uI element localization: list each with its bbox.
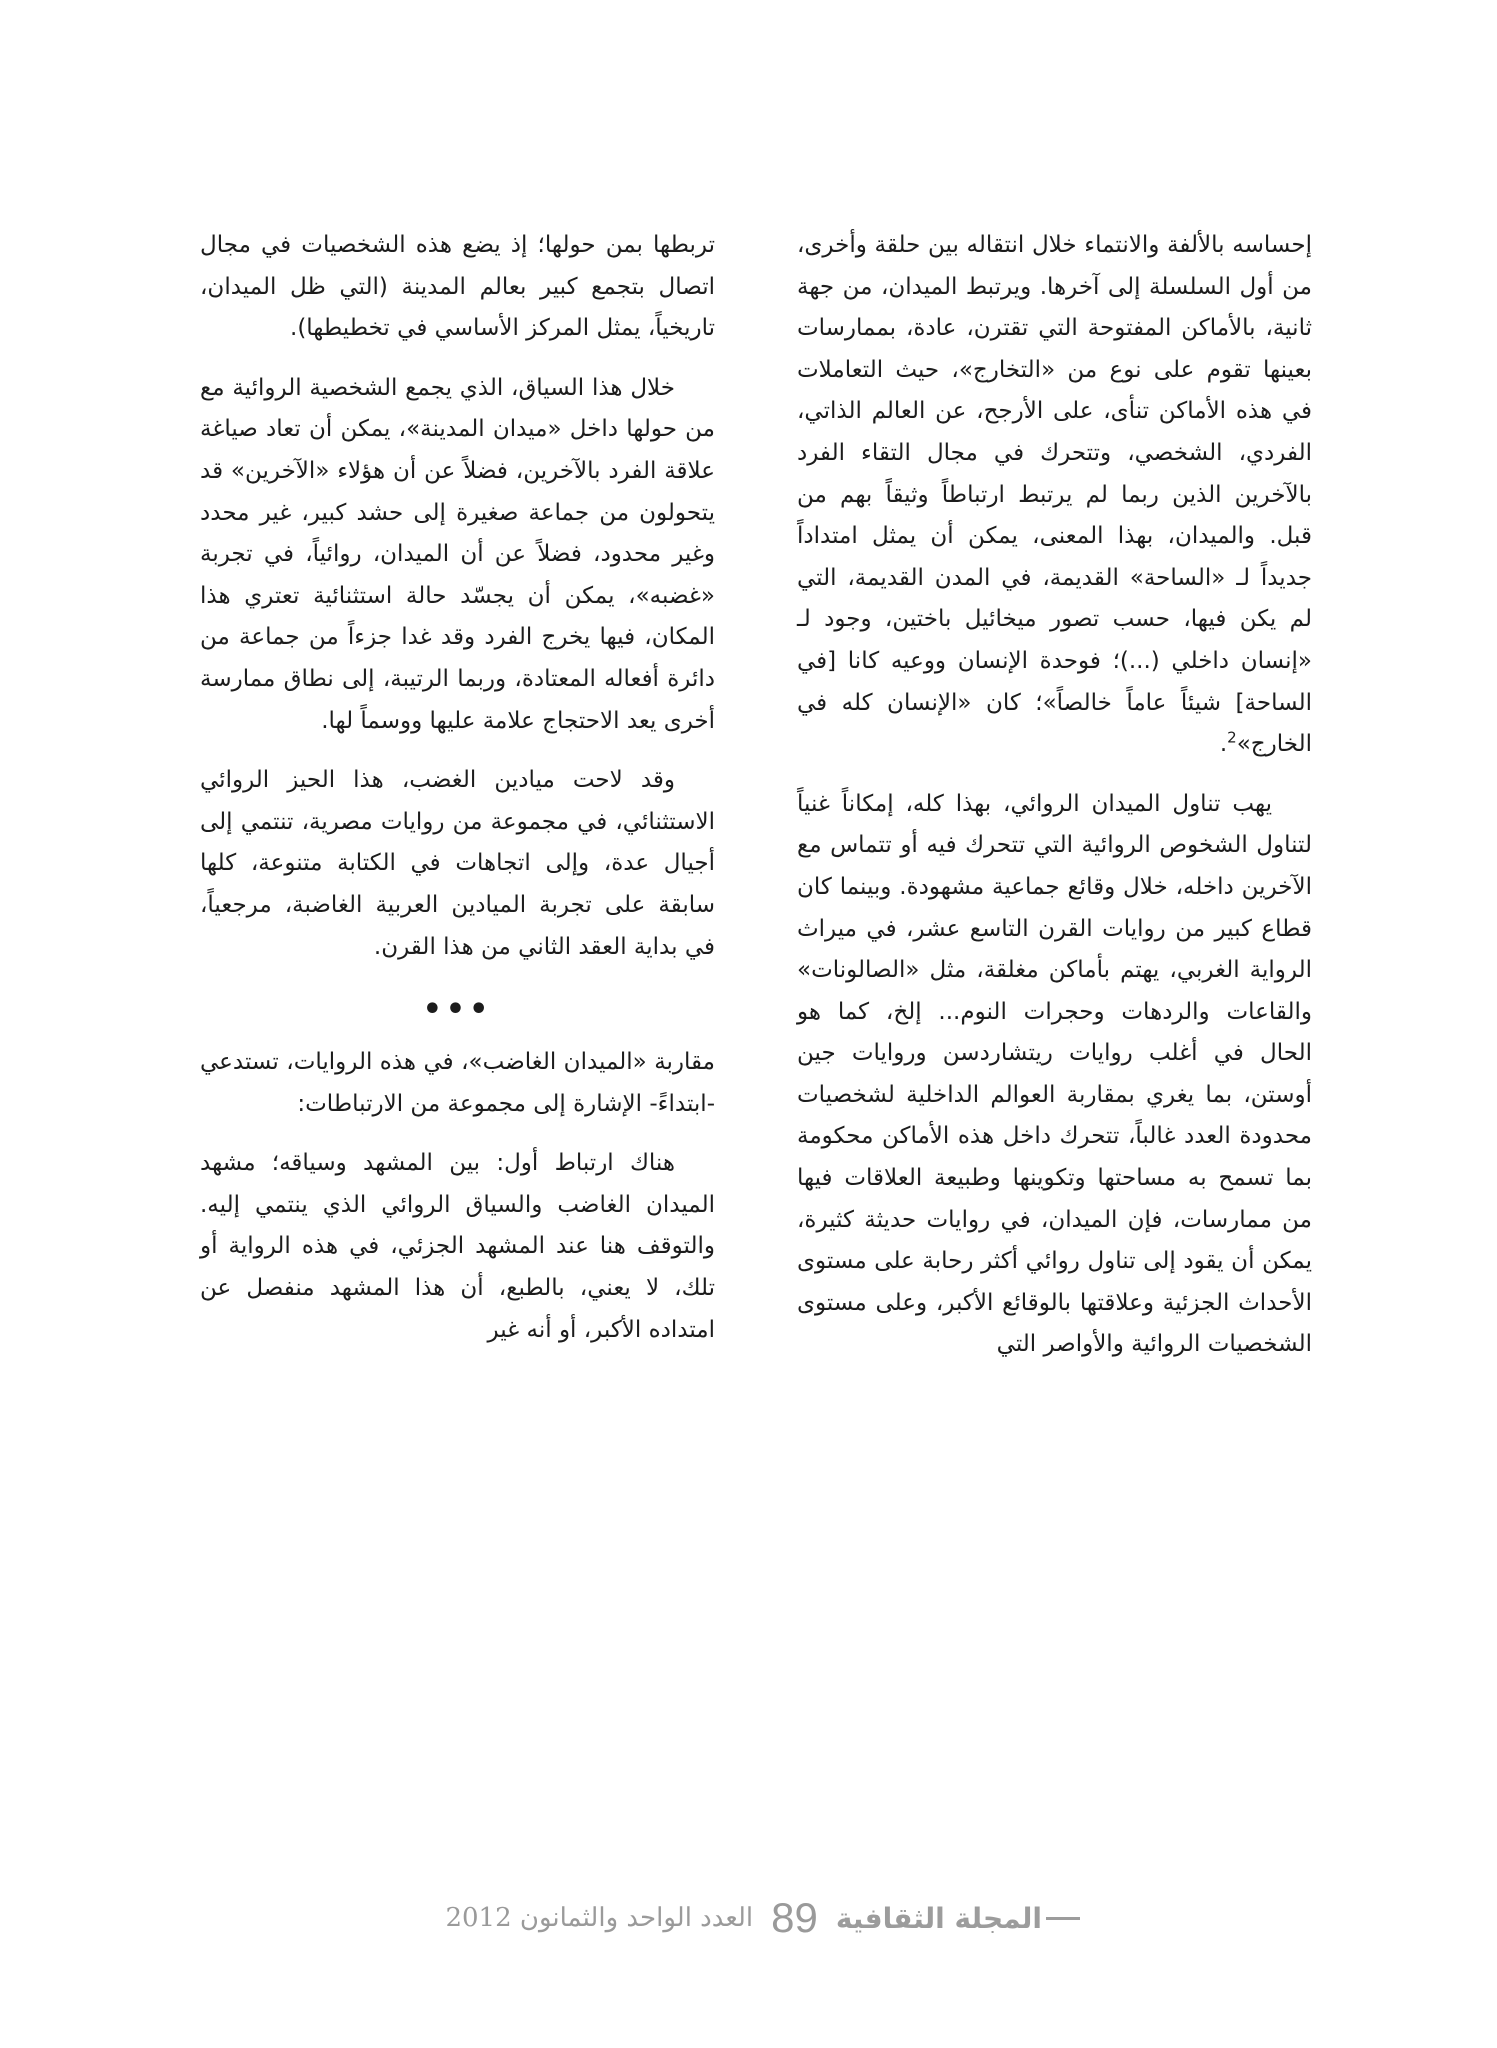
paragraph: وقد لاحت ميادين الغضب، هذا الحيز الروائي الاستثنائي، في مجموعة من روايات مصرية، تنتمي إلى أجيال عدة، وإلى اتجاهات في الكتابة متنوعة، كلها سابقة على تجربة الميادين العربية الغاضبة، مرجعياً، في بداية العقد الثاني من هذا القرن. — [200, 767, 715, 960]
section-separator: ••• — [422, 992, 493, 1028]
magazine-name: المجلة الثقافية — [835, 1901, 1042, 1935]
paragraph: هناك ارتباط أول: بين المشهد وسياقه؛ مشهد الميدان الغاضب والسياق الروائي الذي ينتمي إليه. والتوقف هنا عند المشهد الجزئي، في هذه الرواية أو تلك، لا يعني، بالطبع، أن هذا المشهد منفصل عن امتداده الأكبر، أو أنه غير — [200, 1150, 715, 1343]
left-column — [200, 225, 715, 1351]
page-footer — [420, 1893, 1080, 1943]
logo-bar — [1046, 1917, 1080, 1920]
paragraph: إحساسه بالألفة والانتماء خلال انتقاله بين حلقة وأخرى، من أول السلسلة إلى آخرها. ويرتبط الميدان، من جهة ثانية، بالأماكن المفتوحة التي تقترن، عادة، بممارسات بعينها تقوم على نوع من «التخارج»، حيث التعاملات في هذه الأماكن تنأى، على الأرجح، عن العالم الذاتي، الفردي، الشخصي، وتتحرك في مجال التقاء الفرد بالآخرين الذين ربما لم يرتبط ارتباطاً وثيقاً بهم من قبل. والميدان، بهذا المعنى، يمكن أن يمثل امتداداً جديداً لـ «الساحة» القديمة، في المدن القديمة، التي لم يكن فيها، حسب تصور ميخائيل باختين، وجود لـ «إنسان داخلي (...)؛ فوحدة الإنسان ووعيه كانا [في الساحة] شيئاً عاماً خالصاً»؛ كان «الإنسان كله في الخارج»$^2$. — [797, 232, 1312, 758]
paragraph: يهب تناول الميدان الروائي، بهذا كله، إمكاناً غنياً لتناول الشخوص الروائية التي تتحرك فيه أو تتماس مع الآخرين داخله، خلال وقائع جماعية مشهودة. وبينما كان قطاع كبير من روايات القرن التاسع عشر، في ميراث الرواية الغربي، يهتم بأماكن مغلقة، مثل «الصالونات» والقاعات والردهات وحجرات النوم... إلخ، كما هو الحال في أغلب روايات ريتشاردسن وروايات جين أوستن، بما يغري بمقاربة العوالم الداخلية لشخصيات محدودة العدد غالباً، تتحرك داخل هذه الأماكن محكومة بما تسمح به مساحتها وتكوينها وطبيعة العلاقات فيها من ممارسات، فإن الميدان، في روايات حديثة كثيرة، يمكن أن يقود إلى تناول روائي أكثر رحابة على مستوى الأحداث الجزئية وعلاقتها بالوقائع الأكبر، وعلى مستوى الشخصيات الروائية والأواصر التي — [797, 790, 1312, 1358]
right-column — [797, 225, 1312, 1366]
issue-label: العدد الواحد والثمانون 2012 — [445, 1903, 754, 1933]
page-number: 89 — [771, 1894, 818, 1941]
paragraph: مقاربة «الميدان الغاضب»، في هذه الروايات، تستدعي -ابتداءً- الإشارة إلى مجموعة من الارتباطات: — [200, 1049, 715, 1117]
paragraph: تربطها بمن حولها؛ إذ يضع هذه الشخصيات في مجال اتصال بتجمع كبير بعالم المدينة (التي ظل الميدان، تاريخياً، يمثل المركز الأساسي في تخطيطها). — [200, 232, 715, 342]
footnote-marker[interactable]: 2 — [1227, 728, 1237, 747]
paragraph: خلال هذا السياق، الذي يجمع الشخصية الروائية مع من حولها داخل «ميدان المدينة»، يمكن أن تعاد صياغة علاقة الفرد بالآخرين، فضلاً عن أن هؤلاء «الآخرين» قد يتحولون من جماعة صغيرة إلى حشد كبير، غير محدد وغير محدود، فضلاً عن أن الميدان، روائياً، في تجربة «غضبه»، يمكن أن يجسّد حالة استثنائية تعتري هذا المكان، فيها يخرج الفرد وقد غدا جزءاً من جماعة من دائرة أفعاله المعتادة، وربما الرتيبة، إلى نطاق ممارسة أخرى يعد الاحتجاج علامة عليها ووسماً لها. — [200, 374, 715, 734]
magazine-logo — [836, 1902, 1080, 1935]
